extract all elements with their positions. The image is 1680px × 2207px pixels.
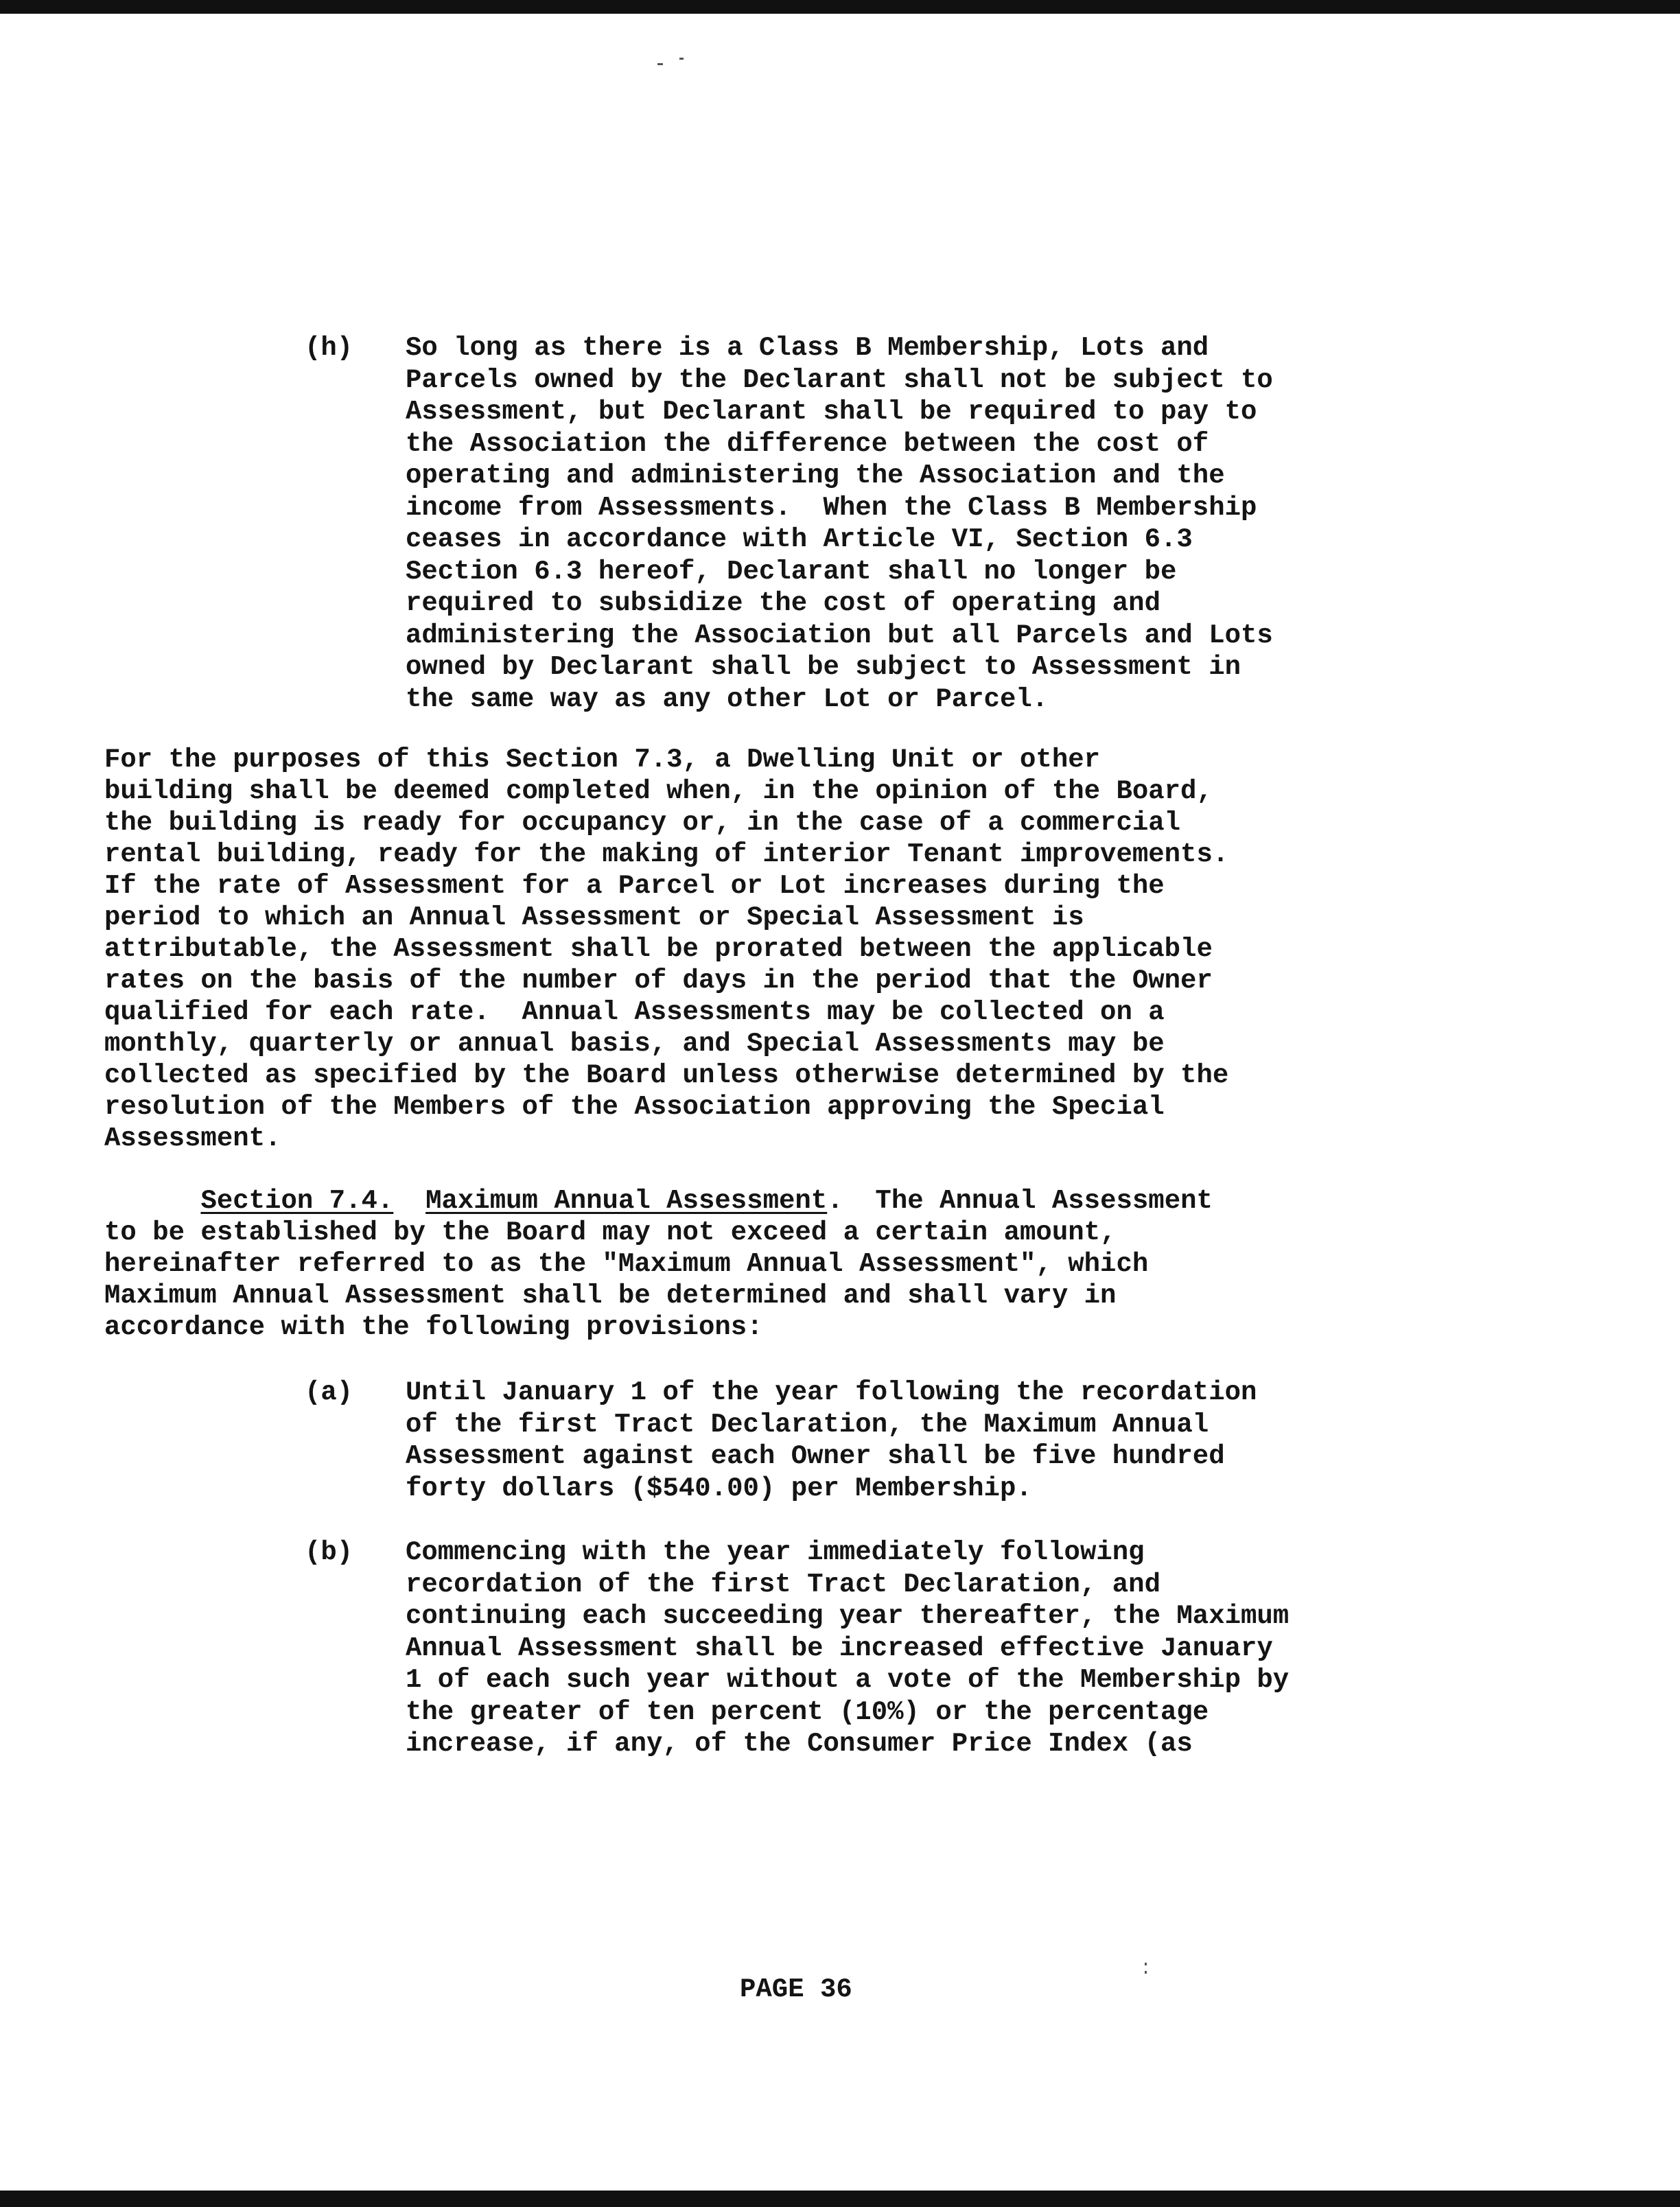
text-line: forty dollars ($540.00) per Membership. [406, 1473, 1032, 1504]
text-line: 1 of each such year without a vote of the Membership by [406, 1665, 1290, 1695]
text-line: required to subsidize the cost of operating and [406, 588, 1160, 618]
text-line: Annual Assessment shall be increased effective January [406, 1633, 1273, 1663]
text-line: attributable, the Assessment shall be prorated between the applicable [104, 934, 1213, 964]
text-line: of the first Tract Declaration, the Maximum Annual [406, 1409, 1209, 1440]
text-line: rates on the basis of the number of days in the period that the Owner [104, 966, 1213, 996]
scan-top-border [0, 0, 1680, 14]
page-number: PAGE 36 [740, 1974, 852, 2005]
text-line: income from Assessments. When the Class B Membership [406, 492, 1257, 523]
clause-text [406, 332, 1273, 715]
text-line: Commencing with the year immediately following [406, 1537, 1145, 1567]
text-line: Until January 1 of the year following the recordation [406, 1377, 1257, 1408]
clause-text [406, 1537, 1289, 1760]
text-line: For the purposes of this Section 7.3, a Dwelling Unit or other [104, 745, 1101, 775]
text-line: administering the Association but all Parcels and Lots [406, 620, 1273, 651]
scan-bottom-border [0, 2191, 1680, 2207]
text-line: monthly, quarterly or annual basis, and Special Assessments may be [104, 1029, 1165, 1059]
section-heading-rest: . The Annual Assessment [827, 1186, 1213, 1216]
text-line: to be established by the Board may not exceed a certain amount, [104, 1217, 1117, 1248]
text-line: Section 6.3 hereof, Declarant shall no longer be [406, 556, 1177, 587]
text-line: accordance with the following provisions: [104, 1312, 763, 1342]
section-number: Section 7.4. [200, 1186, 394, 1216]
text-line: the greater of ten percent (10%) or the percentage [406, 1696, 1209, 1727]
text-line: increase, if any, of the Consumer Price Index (as [406, 1729, 1193, 1759]
section-title: Maximum Annual Assessment [425, 1186, 828, 1216]
text-line: Assessment against each Owner shall be five hundred [406, 1441, 1225, 1471]
section-heading-line [104, 1185, 1213, 1217]
text-line: recordation of the first Tract Declaration, and [406, 1569, 1160, 1600]
text-line: collected as specified by the Board unless otherwise determined by the [104, 1060, 1229, 1090]
text-line: ceases in accordance with Article VI, Section 6.3 [406, 524, 1193, 554]
text-line: Maximum Annual Assessment shall be determined and shall vary in [104, 1281, 1117, 1311]
text-line: the same way as any other Lot or Parcel. [406, 684, 1049, 714]
clause-marker: (b) [305, 1537, 353, 1567]
text-line: So long as there is a Class B Membership, Lots and [406, 333, 1209, 363]
text-line: Assessment. [104, 1123, 281, 1154]
scan-speck [657, 63, 663, 65]
text-line: Parcels owned by the Declarant shall not be subject to [406, 364, 1273, 395]
scan-speck [1145, 1963, 1147, 1965]
scan-speck [1145, 1971, 1147, 1974]
text-line: resolution of the Members of the Association approving the Special [104, 1092, 1165, 1122]
text-line: building shall be deemed completed when, in the opinion of the Board, [104, 776, 1213, 806]
text-line: the Association the difference between the cost of [406, 428, 1209, 459]
text-line: If the rate of Assessment for a Parcel or Lot increases during the [104, 871, 1165, 901]
text-line: qualified for each rate. Annual Assessments may be collected on a [104, 997, 1165, 1027]
clause-text [406, 1377, 1257, 1504]
text-line: operating and administering the Association and the [406, 460, 1225, 491]
text-line: the building is ready for occupancy or, in the case of a commercial [104, 808, 1181, 838]
text-line: rental building, ready for the making of interior Tenant improvements. [104, 839, 1229, 869]
text-line: continuing each succeeding year thereafter, the Maximum [406, 1601, 1290, 1631]
text-line: owned by Declarant shall be subject to Assessment in [406, 652, 1241, 682]
clause-marker: (a) [305, 1377, 353, 1408]
scan-speck [679, 58, 684, 60]
paragraph-section-7-3 [104, 744, 1228, 1154]
section-7-4 [104, 1185, 1213, 1343]
text-line: Assessment, but Declarant shall be required to pay to [406, 397, 1257, 427]
text-line: hereinafter referred to as the "Maximum Annual Assessment", which [104, 1249, 1149, 1279]
clause-marker: (h) [305, 333, 353, 363]
text-line: period to which an Annual Assessment or Special Assessment is [104, 902, 1084, 933]
